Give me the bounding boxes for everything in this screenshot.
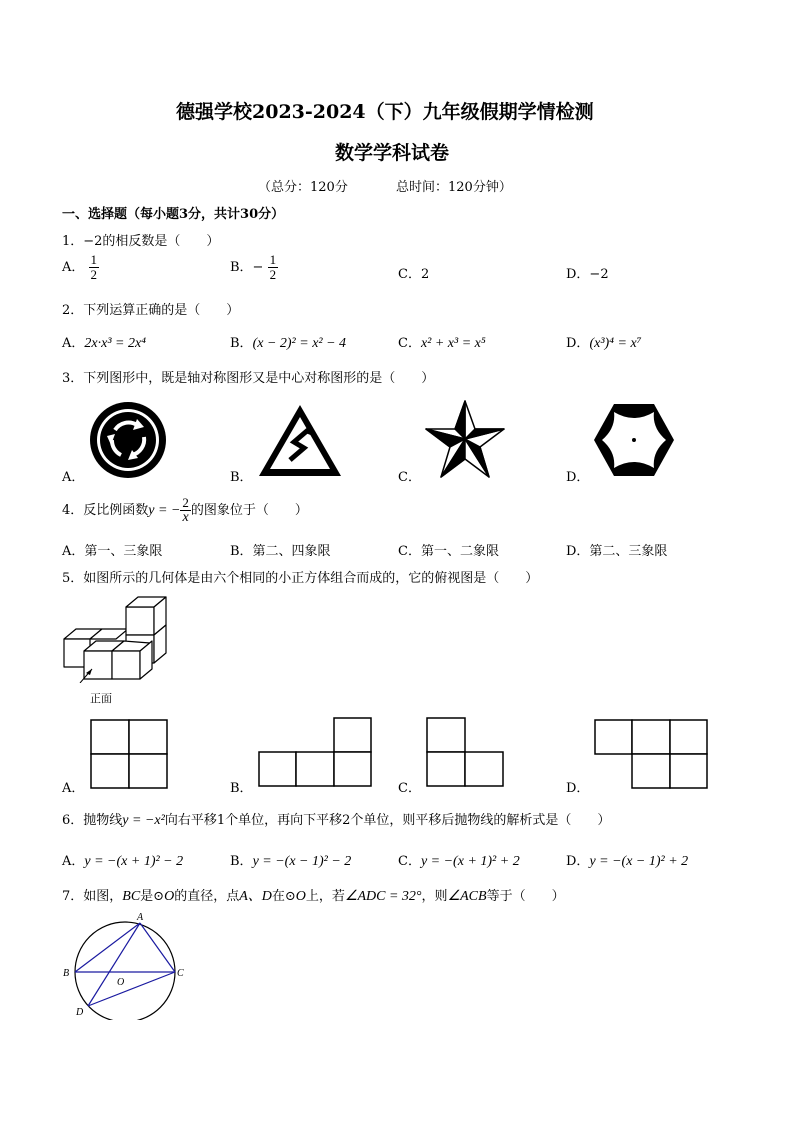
q2-option-b	[230, 332, 346, 352]
stem-text: 上，若	[305, 889, 345, 904]
q1-option-d: D．−2	[566, 267, 609, 282]
total-time-info: 总时间：120分钟）	[396, 180, 512, 195]
circle-geometry-figure	[60, 910, 190, 1020]
q6-option-d	[566, 850, 688, 870]
question-2-stem: 2．下列运算正确的是（ ）	[62, 303, 240, 318]
math-expression: y = −(x − 1)² + 2	[589, 854, 689, 869]
q2-option-d	[566, 332, 642, 352]
question-7-stem	[62, 885, 565, 905]
stem-text: ，则	[421, 889, 448, 904]
math-expression: ∠ACB	[447, 889, 487, 904]
stem-text: 的直径，点	[174, 889, 240, 904]
math-expression: y = −(x + 1)² − 2	[84, 854, 184, 869]
math-expression: y = −(x − 1)² − 2	[252, 854, 352, 869]
stem-text: 在⊙	[271, 889, 296, 904]
cube-solid-figure	[62, 593, 172, 683]
point-c-label: C	[177, 968, 184, 979]
stem-text: 向右平移1个单位，再向下平移2个单位，则平移后抛物线的解析式是（ ）	[164, 813, 611, 828]
roundabout-sign-figure	[88, 400, 168, 480]
option-label: A．	[62, 260, 85, 275]
math-symbol: O	[164, 889, 175, 904]
option-label: B．	[230, 336, 253, 351]
question-6-stem	[62, 809, 610, 829]
math-expression: (x − 2)² = x² − 4	[252, 336, 347, 351]
total-score-info: （总分：120分	[258, 180, 348, 195]
question-5-stem: 5．如图所示的几何体是由六个相同的小正方体组合而成的，它的俯视图是（ ）	[62, 571, 539, 586]
center-o-label: O	[117, 977, 125, 988]
stem-text: 的图象位于（ ）	[190, 503, 308, 518]
option-label: B．−	[230, 260, 264, 275]
star-figure	[423, 399, 507, 481]
q4-option-d: D．第二、三象限	[566, 544, 668, 559]
fraction	[89, 253, 100, 282]
q1-option-b	[230, 253, 278, 282]
point-b-label: B	[63, 968, 70, 979]
stem-text: 6．抛物线	[62, 813, 123, 828]
option-label: D．	[566, 854, 590, 869]
fraction-denominator: 2	[269, 267, 277, 282]
q3-option-b: B．	[230, 470, 253, 485]
question-3-stem: 3．下列图形中，既是轴对称图形又是中心对称图形的是（ ）	[62, 371, 435, 386]
stem-text: 等于（ ）	[486, 889, 565, 904]
top-view-option-d-figure	[594, 719, 709, 789]
q5-option-c: C．	[398, 781, 421, 796]
q6-option-c	[398, 850, 520, 870]
exam-title: 德强学校2023-2024（下）九年级假期学情检测	[176, 101, 594, 123]
warning-triangle-figure	[256, 402, 344, 480]
math-expression: y = −(x + 1)² + 2	[420, 854, 520, 869]
q4-option-b: B．第二、四象限	[230, 544, 331, 559]
q4-option-a: A．第一、三象限	[62, 544, 163, 559]
top-view-option-c-figure	[426, 717, 504, 787]
math-expression: 2x·x³ = 2x⁴	[84, 336, 147, 351]
point-a-label: A	[137, 912, 144, 923]
q6-option-b	[230, 850, 351, 870]
option-label: A．	[62, 336, 85, 351]
q6-option-a	[62, 850, 183, 870]
section-heading: 一、选择题（每小题3分，共计30分）	[62, 207, 285, 222]
math-symbol: A、D	[239, 889, 272, 904]
fraction-denominator: x	[182, 510, 189, 525]
q5-option-d: D．	[566, 781, 590, 796]
fraction-numerator: 1	[269, 252, 277, 267]
q3-option-d: D．	[566, 470, 590, 485]
exam-subtitle: 数学学科试卷	[335, 142, 450, 164]
front-view-label: 正面	[90, 692, 112, 705]
math-expression: (x³)⁴ = x⁷	[589, 336, 642, 351]
top-view-option-a-figure	[90, 719, 168, 789]
option-label: B．	[230, 854, 253, 869]
q5-option-a: A．	[62, 781, 85, 796]
q3-option-a: A．	[62, 470, 85, 485]
question-1-stem: 1．−2的相反数是（ ）	[62, 234, 220, 249]
point-d-label: D	[76, 1007, 84, 1018]
math-symbol: BC	[122, 889, 141, 904]
question-4-stem	[62, 496, 308, 525]
stem-text: 是⊙	[140, 889, 165, 904]
hexagon-figure	[592, 402, 676, 478]
stem-text: 7．如图，	[62, 889, 123, 904]
q3-option-c: C．	[398, 470, 421, 485]
fraction-denominator: 2	[90, 267, 98, 282]
fraction-numerator: 2	[182, 495, 189, 510]
math-expression: y = −	[148, 503, 181, 518]
q2-option-a	[62, 332, 146, 352]
fraction-numerator: 1	[90, 252, 98, 267]
math-expression: y = −x²	[122, 813, 165, 828]
stem-text: 4．反比例函数	[62, 503, 149, 518]
fraction	[180, 496, 191, 525]
math-symbol: O	[295, 889, 306, 904]
math-expression: ∠ADC = 32°	[344, 889, 422, 904]
math-expression: x² + x³ = x⁵	[420, 336, 486, 351]
option-label: C．	[398, 854, 421, 869]
top-view-option-b-figure	[258, 717, 373, 787]
q1-option-c: C．2	[398, 267, 430, 282]
q2-option-c	[398, 332, 486, 352]
option-label: A．	[62, 854, 85, 869]
q4-option-c: C．第一、二象限	[398, 544, 499, 559]
q5-option-b: B．	[230, 781, 253, 796]
q1-option-a	[62, 253, 99, 282]
option-label: C．	[398, 336, 421, 351]
fraction	[268, 253, 279, 282]
option-label: D．	[566, 336, 590, 351]
